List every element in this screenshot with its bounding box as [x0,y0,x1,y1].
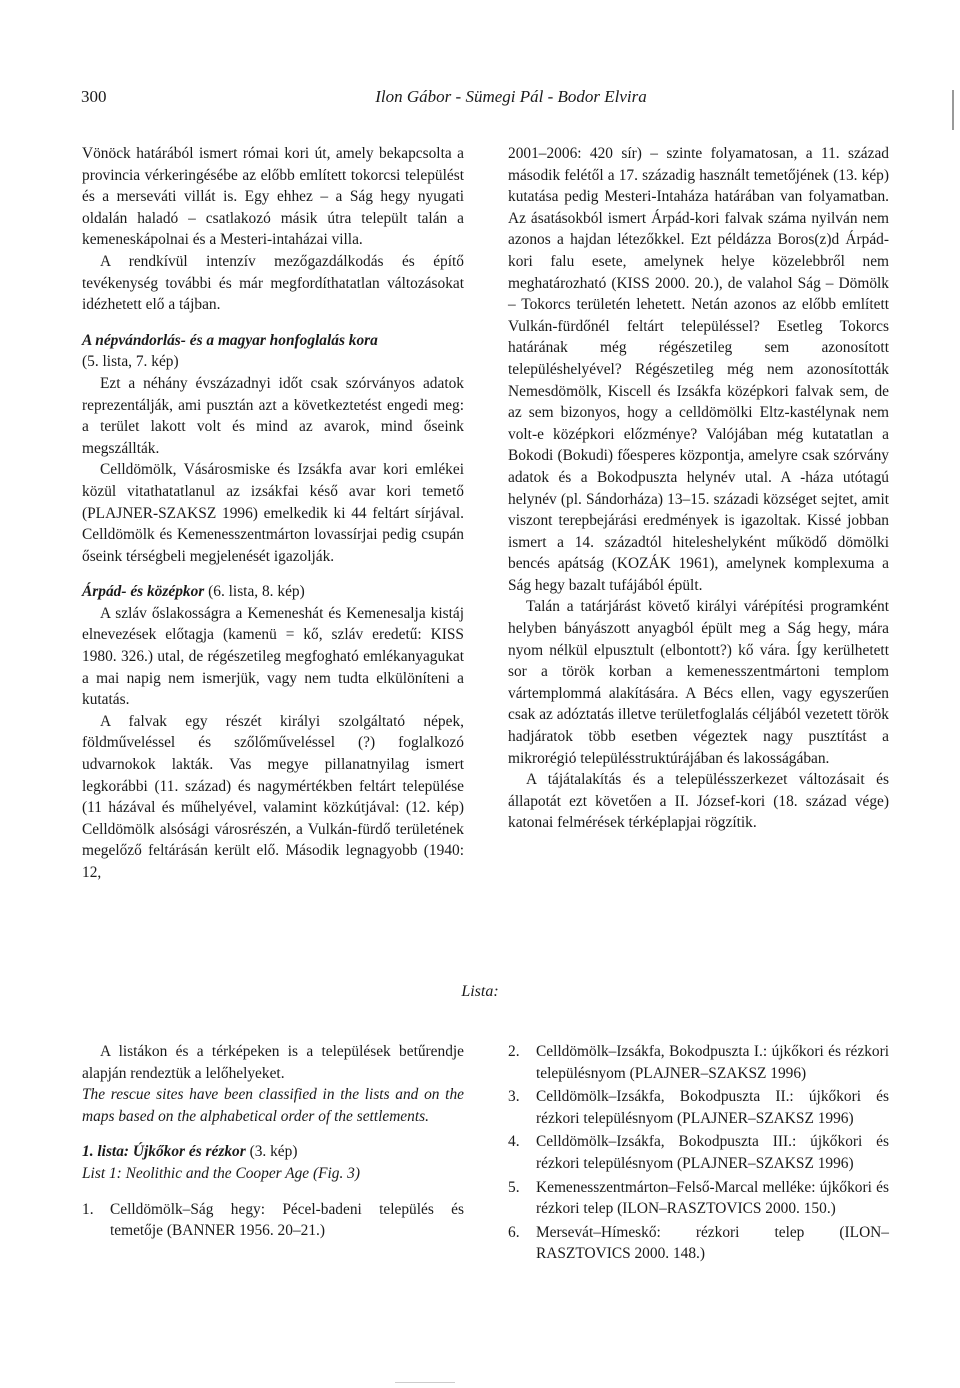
list-item-number: 1. [82,1200,94,1218]
list1-title: 1. lista: Újkőkor és rézkor [82,1143,246,1161]
paragraph: Talán a tatárjárást követő királyi várépítési programként helyben bányászott anyagból épült meg a Ság hegy, mára nyom nélkül elpusztult (elbontott?) kő vára. Így kerülhetett sor a török korban a kemenesszentmártoni templom vártemplommá alakítására. A Bécs ellen, vagy egyszerűen csak az adóztatás illetve területfoglalás céljából vezetett török hadjáratok több esetben végeztek nagy pusztítást a mikrorégió településstruktúrájában és lakosságában. [508,598,889,767]
list-item-text: Kemenesszentmárton–Felső-Marcal melléke: újkőkori és rézkori telep (ILON–RASZTOVICS 2000. 150.) [536,1178,889,1218]
list-item-number: 6. [508,1223,520,1241]
section-subheading: (5. lista, 7. kép) [82,353,179,371]
list-item-text: Celldömölk–Izsákfa, Bokodpuszta I.: újkőkori és rézkori településnyom (PLAJNER–SZAKSZ 1996) [536,1043,889,1082]
list-item-number: 4. [508,1133,520,1151]
paragraph: A rendkívül intenzív mezőgazdálkodás és építő tevékenység további és már megfordíthatatlan változásokat idézhetett elő a tájban. [82,252,464,314]
lista-right-column [508,1041,889,1267]
list-item-text: Celldömölk–Izsákfa, Bokodpuszta III.: újkőkori és rézkori településnyom (PLAJNER–SZAKSZ 1996) [536,1133,889,1172]
section-heading-ref: (6. lista, 8. kép) [204,583,305,601]
list1-title-ref: (3. kép) [245,1143,298,1161]
paragraph: Celldömölk, Vásárosmiske és Izsákfa avar kori emlékei közül vitathatatlanul az izsákfai késő avar kori temető (PLAJNER-SZAKSZ 1996) emelkedik ki 44 feltárt sírjával. Celldömölk és Kemenesszentmárton lovassírjai pedig csupán őseink térségbeli megjelenését igazolják. [82,461,464,565]
list-item-number: 3. [508,1088,520,1106]
left-column [82,143,464,884]
paragraph: Ezt a néhány évszázadnyi időt csak szórványos adatok reprezentálják, ami pusztán azt a következtetést engedi meg: a terület lakott volt és mind az avarok, mind őseink megszállták. [82,374,464,457]
running-head: Ilon Gábor - Sümegi Pál - Bodor Elvira [375,87,647,106]
section-heading [82,581,464,603]
list-item [508,1131,889,1174]
paragraph: A tájátalakítás és a településszerkezet változásait és állapotát ezt követően a II. József-kori (18. század vége) katonai felmérések térképlapjai rögzítik. [508,771,889,832]
right-column [508,143,889,834]
paragraph: Vönöck határából ismert római kori út, amely bekapcsolta a provincia vérkeringésébe az előbb említett tokorcsi települést és a merseváti villát is. Egy ehhez – a Ság hegy nyugati oldalán haladó – csatlakozó másik útra települt talán a kemeneskápolnai és a Mesteri-intaházai villa. [82,145,464,249]
list-item [508,1222,889,1265]
scan-edge-mark [395,1382,455,1383]
paragraph: A falvak egy részét királyi szolgáltató népek, földműveléssel és szőlőműveléssel (?) foglalkozó udvarnokok lakták. Vas megye pillanatnyilag ismert legkorábbi (11. század) és nagymértékben feltárt települése (11 házával és műhelyével, valamint közkútjával: (12. kép) Celldömölk alsósági városrészén, a Vulkán-fürdő területének megelőző feltárásán került elő. Második legnagyobb (1940: 12, [82,712,464,881]
list1-heading [82,1141,464,1163]
page-header [81,87,941,111]
section-heading-title: Árpád- és középkor [82,583,205,601]
list-item-number: 2. [508,1043,520,1060]
lista-intro-hu: A listákon és a térképeken is a települések betűrendje alapján rendeztük a lelőhelyeket. [82,1043,464,1082]
lista-title: Lista: [461,983,499,1000]
list-item [508,1177,889,1220]
paragraph: 2001–2006: 420 sír) – szinte folyamatosan, a 11. század második felétől a 17. századig használt temetőjének (13. kép) kutatása pedig Mesteri-Intaháza határában van folyamatban. Az ásatásokból ismert Árpád-kori falvak száma nyilván nem azonos a hajdan létezőkkel. Ezt példázza Boros(z)d Árpád-kori falu esete, amelynek helye közelebbről nem meghatározható (KISS 2000. 20.), de valahol Ság – Dömölk – Tokorcs területén lehetett. Netán azonos az előbb említett Vulkán-fürdőnél feltárt településsel? Esetleg Tokorcs határának még régészetileg sem azonosított településhelyével? Régészetileg még nem azonosították Nemesdömölk, Kiscell és Izsákfa középkori falvak sem, de az sem bizonyos, hogy a celldömölki Eltz-kastélynak nem volt-e középkori előzménye? Valójában még kutatatlan a Bokodi (Bokudi) főesperes központja, amelyre csak szórvány adatok és a Bokodpuszta helynév utal. A -háza utótagú helynév (pl. Sándorháza) 13–15. századi községet sejtet, amit viszont terepbejárási eredmények is igazoltak. Kissé jobban ismert a 14. századtól hiteleshelyként működő dömölki bencés apátság (KOZÁK 1961), amelynek komplexuma a Ság hegy bazalt tufájából épült. [508,145,889,594]
list-item [82,1199,464,1242]
list-item-number: 5. [508,1178,520,1196]
section-heading: A népvándorlás- és a magyar honfoglalás kora [82,331,378,349]
list-item-text: Celldömölk–Izsákfa, Bokodpuszta II.: újkőkori és rézkori településnyom (PLAJNER–SZAKSZ 1996) [536,1088,889,1127]
lista-intro-en: The rescue sites have been classified in the lists and on the maps based on the alphabetical order of the settlements. [82,1086,464,1125]
paragraph: A szláv őslakosságra a Kemeneshát és Kemenesalja kistáj elnevezések előtagja (kamenü = kő, szláv eredetű: KISS 1980. 326.) utal, de régészetileg megfogható emlékanyagukat a mai napig nem ismerjük, vagy nem tudta elkülöníteni a kutatás. [82,604,464,709]
lista-left-column [82,1041,464,1242]
list-item [508,1041,889,1084]
list-item [508,1086,889,1129]
list-item-text: Mersevát–Hímeskő: rézkori telep (ILON–RASZTOVICS 2000. 148.) [536,1223,889,1263]
page-number: 300 [81,87,107,106]
list-item-text: Celldömölk–Ság hegy: Pécel-badeni település és temetője (BANNER 1956. 20–21.) [110,1200,464,1240]
scan-edge-mark [952,90,954,130]
list1-title-en: List 1: Neolithic and the Cooper Age (Fig. 3) [82,1164,361,1182]
